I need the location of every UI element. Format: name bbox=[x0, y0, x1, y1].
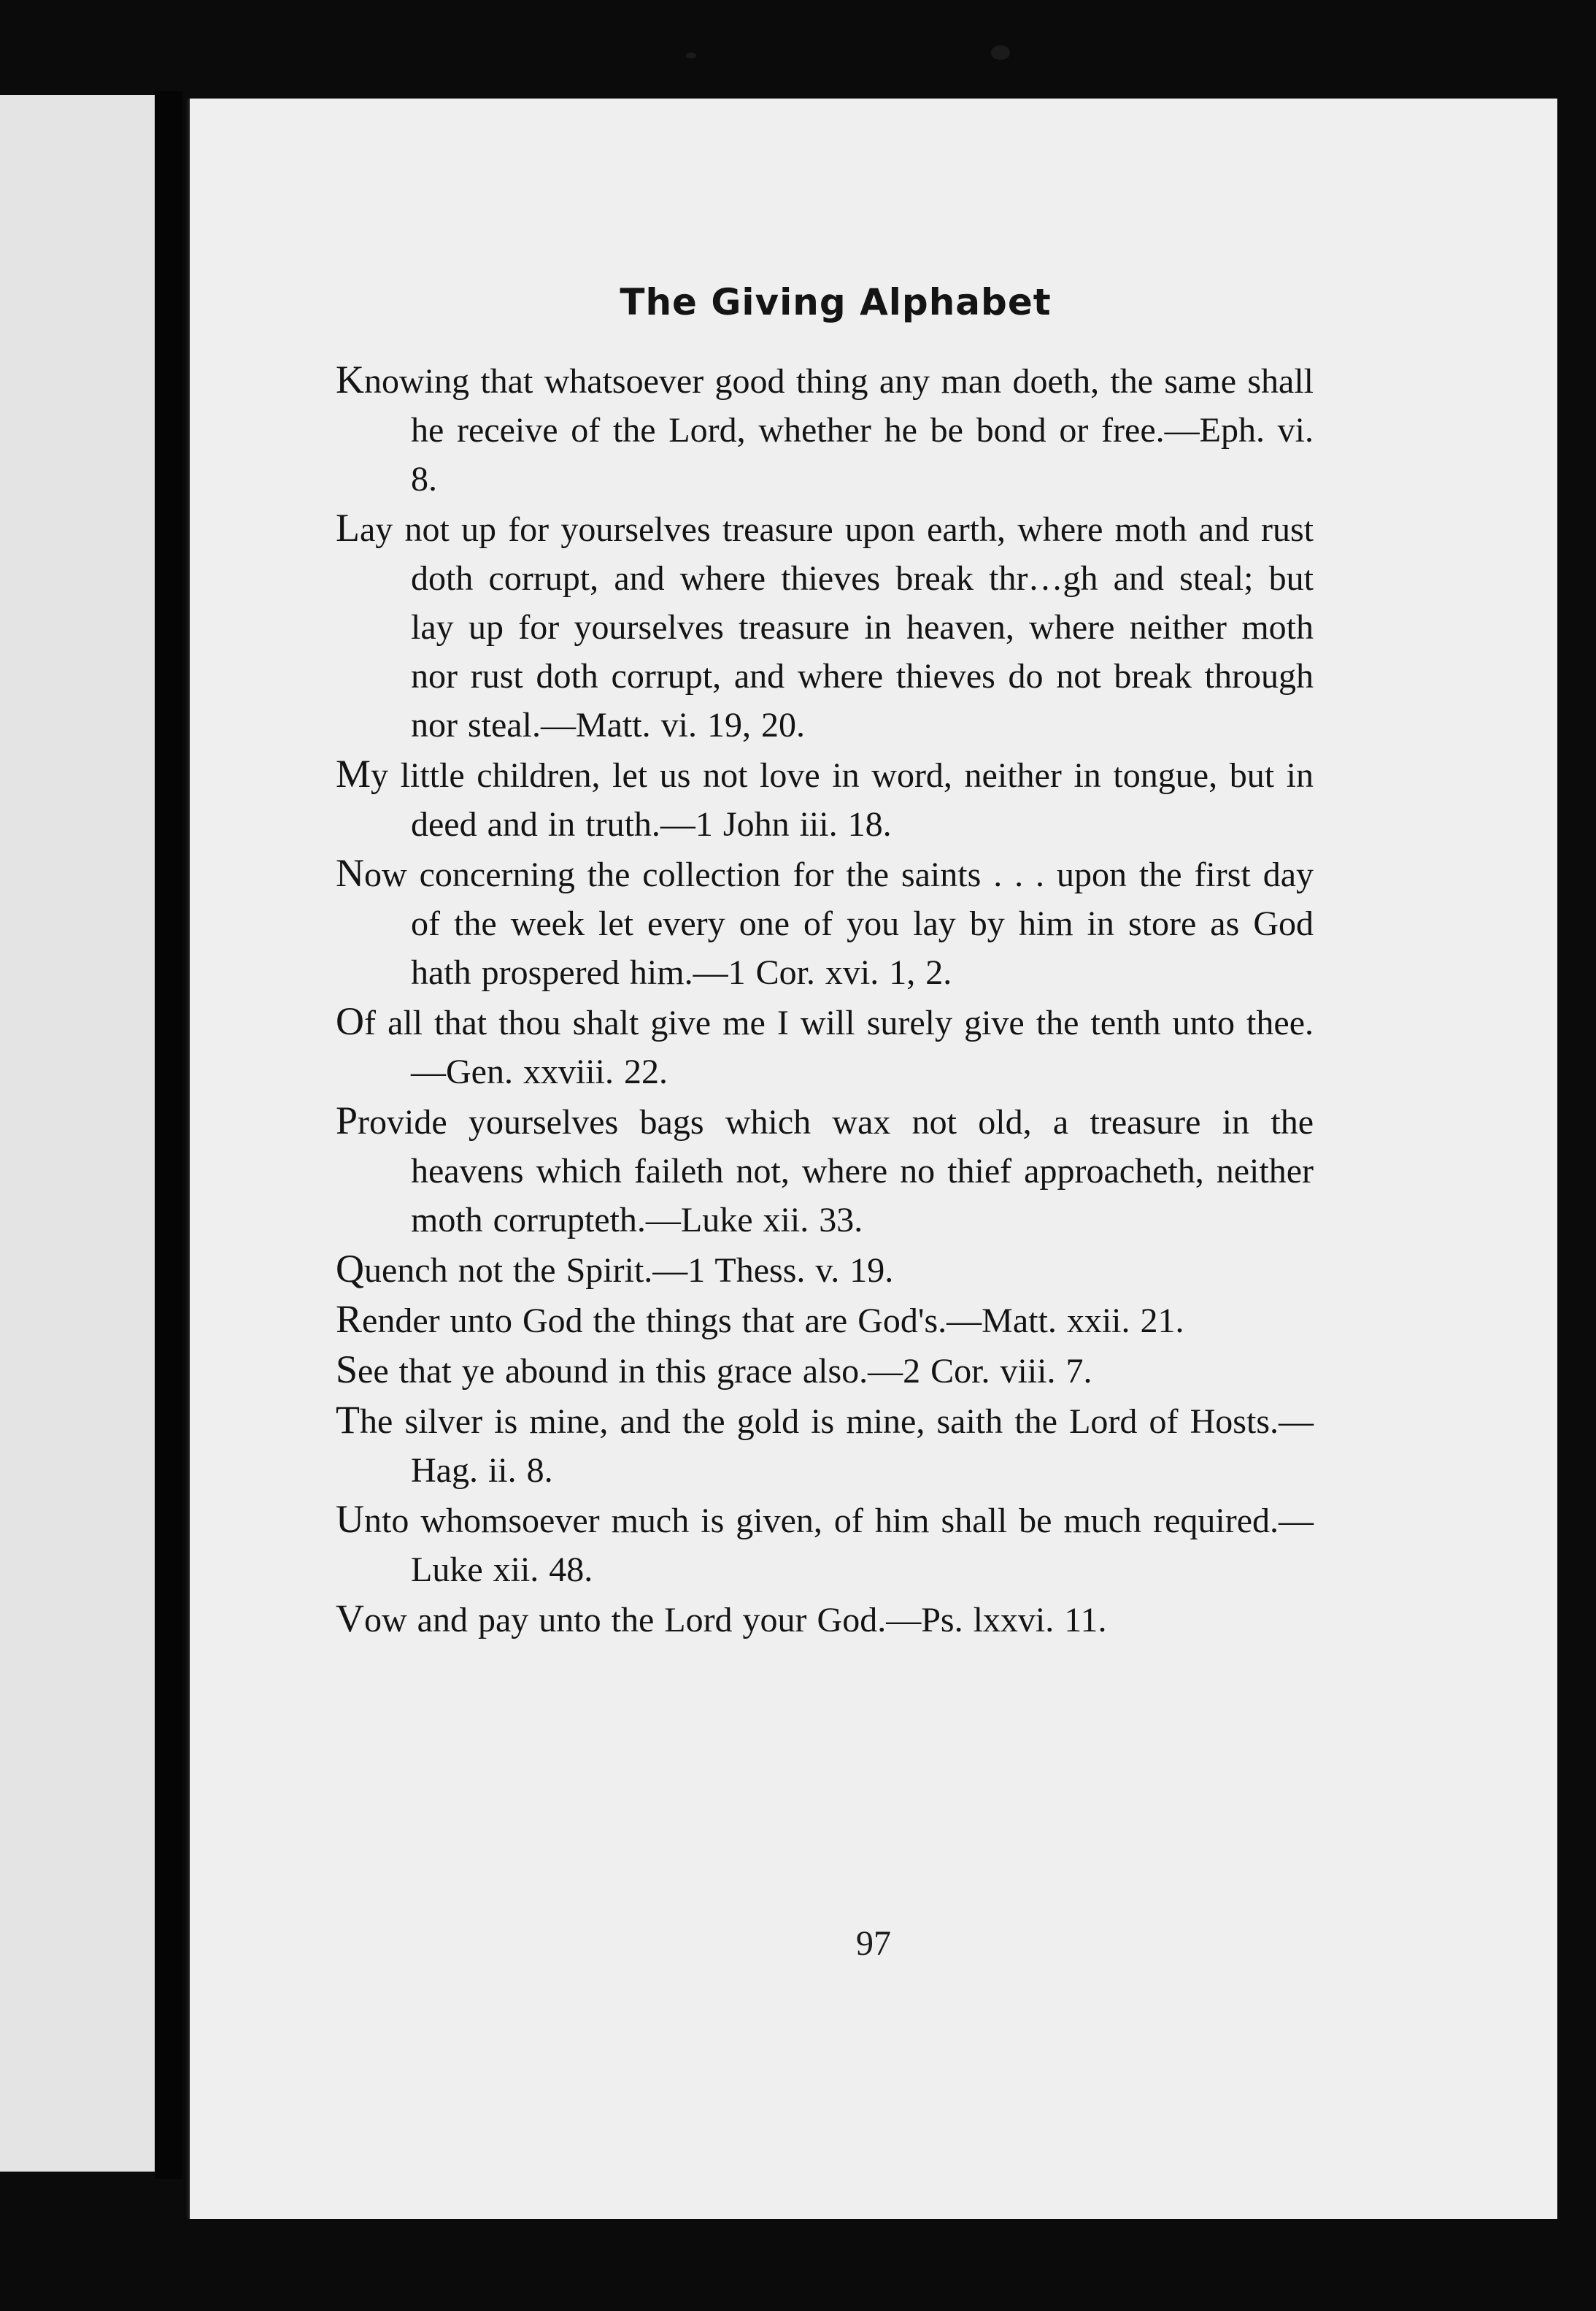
entry-initial: T bbox=[336, 1398, 360, 1442]
alphabet-entry-l bbox=[336, 504, 1314, 750]
entry-text: he silver is mine, and the gold is mine, saith the Lord of Hosts.—Hag. ii. 8. bbox=[360, 1402, 1314, 1490]
entry-initial: V bbox=[336, 1596, 364, 1640]
alphabet-entry-n bbox=[336, 849, 1314, 997]
page-number: 97 bbox=[856, 1924, 891, 1963]
entry-text: nowing that whatsoever good thing any man doeth, the same shall he receive of the Lord, whether he be bond or free.—Eph. vi. 8. bbox=[364, 362, 1314, 499]
entry-initial: U bbox=[336, 1497, 364, 1541]
alphabet-entry-s bbox=[336, 1345, 1314, 1396]
entry-initial: P bbox=[336, 1099, 358, 1142]
facing-page bbox=[0, 95, 155, 2172]
book-gutter bbox=[155, 91, 182, 2179]
page-title: The Giving Alphabet bbox=[620, 281, 1052, 323]
entry-initial: L bbox=[336, 506, 360, 550]
entry-text: ow concerning the collection for the saints . . . upon the first day of the week let every one of you lay by him in store as God hath prospered him.—1 Cor. xvi. 1, 2. bbox=[364, 855, 1314, 992]
scan-speck bbox=[991, 45, 1010, 60]
alphabet-entry-r bbox=[336, 1295, 1314, 1345]
entry-initial: S bbox=[336, 1347, 358, 1391]
entry-text: nto whomsoever much is given, of him shall be much required.—Luke xii. 48. bbox=[364, 1501, 1314, 1589]
alphabet-entry-q bbox=[336, 1245, 1314, 1295]
entry-text: f all that thou shalt give me I will surely give the tenth unto thee.—Gen. xxviii. 22. bbox=[364, 1004, 1314, 1091]
entry-initial: R bbox=[336, 1297, 363, 1341]
entry-text: ee that ye abound in this grace also.—2 Cor. viii. 7. bbox=[358, 1352, 1092, 1391]
entry-text: y little children, let us not love in word, neither in tongue, but in deed and in truth.—1 John iii. 18. bbox=[371, 756, 1314, 844]
alphabet-entry-o bbox=[336, 997, 1314, 1096]
alphabet-entry-t bbox=[336, 1396, 1314, 1495]
entry-text: rovide yourselves bags which wax not old, a treasure in the heavens which faileth not, where no thief approacheth, neither moth corrupteth.—Luke xii. 33. bbox=[358, 1103, 1314, 1239]
entry-text: ow and pay unto the Lord your God.—Ps. lxxvi. 11. bbox=[364, 1601, 1107, 1639]
entry-text: ender unto God the things that are God's.—Matt. xxii. 21. bbox=[362, 1301, 1184, 1340]
entry-text: uench not the Spirit.—1 Thess. v. 19. bbox=[364, 1251, 894, 1290]
alphabet-entry-u bbox=[336, 1495, 1314, 1594]
entry-initial: Q bbox=[336, 1247, 364, 1291]
alphabet-entry-k bbox=[336, 355, 1314, 504]
scan-speck bbox=[686, 53, 696, 58]
page-body bbox=[336, 281, 1314, 1645]
entry-initial: N bbox=[336, 851, 364, 895]
entry-initial: M bbox=[336, 752, 371, 796]
alphabet-entry-m bbox=[336, 750, 1314, 849]
alphabet-entry-p bbox=[336, 1096, 1314, 1245]
entry-initial: K bbox=[336, 358, 364, 401]
alphabet-entry-v bbox=[336, 1594, 1314, 1645]
entry-text: ay not up for yourselves treasure upon earth, where moth and rust doth corrupt, and where thieves break thr…gh and steal; but lay up for yourselves treasure in heaven, where neither moth nor rust doth corrupt, and where thieves do not break through nor steal.—Matt. vi. 19, 20. bbox=[360, 510, 1314, 745]
entry-initial: O bbox=[336, 999, 364, 1043]
book-page bbox=[187, 99, 1557, 2219]
